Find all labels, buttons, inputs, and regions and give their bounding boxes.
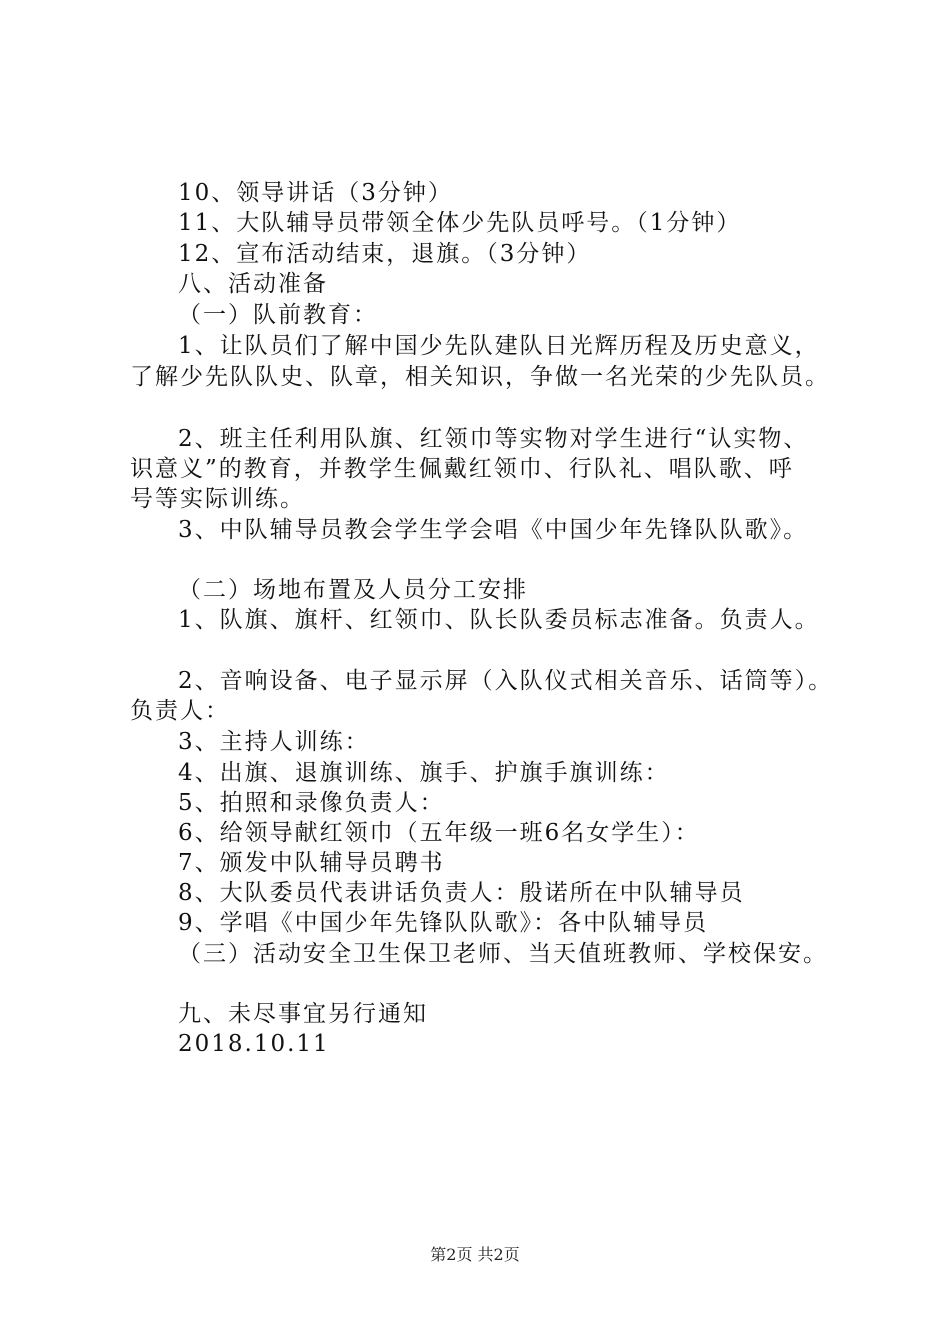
venue-item-8: 8、大队委员代表讲话负责人：殷诺所在中队辅导员 — [178, 880, 745, 906]
prep-item-2-line-3: 号等实际训练。 — [130, 486, 305, 512]
venue-item-4: 4、出旗、退旗训练、旗手、护旗手旗训练： — [178, 760, 670, 786]
page-footer: 第2页 共2页 — [430, 1245, 520, 1264]
venue-item-9: 9、学唱《中国少年先锋队队歌》：各中队辅导员 — [178, 910, 709, 936]
section-9-heading: 九、未尽事宜另行通知 — [178, 1001, 428, 1027]
venue-item-5: 5、拍照和录像负责人： — [178, 790, 445, 816]
prep-item-1-line-2: 了解少先队队史、队章，相关知识，争做一名光荣的少先队员。 — [130, 364, 830, 390]
venue-item-6: 6、给领导献红领巾（五年级一班6名女学生）： — [178, 820, 700, 846]
venue-item-2-line-2: 负责人： — [130, 698, 230, 724]
subsection-1-heading: （一）队前教育： — [178, 302, 378, 328]
item-10-leader-speech: 10、领导讲话（3分钟） — [178, 180, 453, 206]
prep-item-2-line-2: 识意义”的教育，并教学生佩戴红领巾、行队礼、唱队歌、呼 — [130, 456, 794, 482]
subsection-3-safety: （三）活动安全卫生保卫老师、当天值班教师、学校保安。 — [178, 941, 828, 967]
venue-item-3: 3、主持人训练： — [178, 729, 370, 755]
venue-item-7: 7、颁发中队辅导员聘书 — [178, 850, 445, 876]
item-11-slogan: 11、大队辅导员带领全体少先队员呼号。（1分钟） — [178, 210, 742, 236]
section-8-heading: 八、活动准备 — [178, 271, 328, 297]
prep-item-2-line-1: 2、班主任利用队旗、红领巾等实物对学生进行“认实物、 — [178, 426, 809, 452]
venue-item-1: 1、队旗、旗杆、红领巾、队长队委员标志准备。负责人。 — [178, 607, 820, 633]
item-12-end-activity: 12、宣布活动结束，退旗。（3分钟） — [178, 241, 592, 267]
document-date: 2018.10.11 — [178, 1031, 330, 1057]
venue-item-2-line-1: 2、音响设备、电子显示屏（入队仪式相关音乐、话筒等）。 — [178, 668, 834, 694]
subsection-2-heading: （二）场地布置及人员分工安排 — [178, 577, 528, 603]
prep-item-1-line-1: 1、让队员们了解中国少先队建队日光辉历程及历史意义， — [178, 333, 820, 359]
prep-item-3: 3、中队辅导员教会学生学会唱《中国少年先锋队队歌》。 — [178, 517, 809, 543]
